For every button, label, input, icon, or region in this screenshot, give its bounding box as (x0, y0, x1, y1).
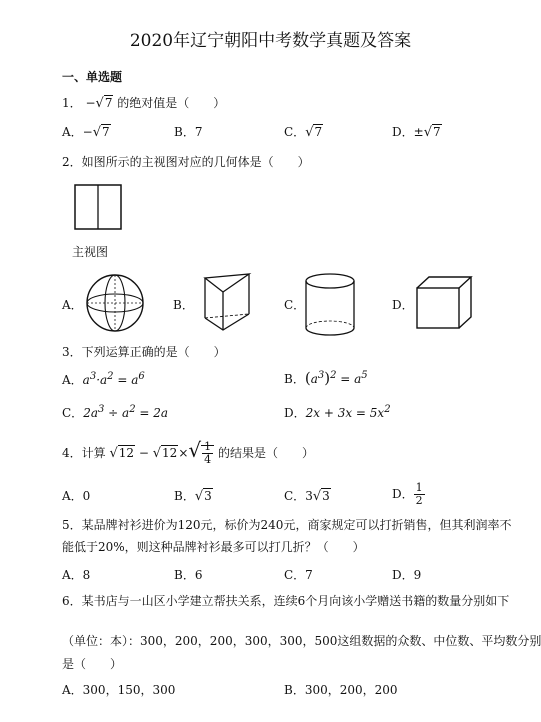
q4-expression: √12 − √12×√ $\frac{1}{4}$ (109, 446, 214, 460)
q3-option-d[interactable]: D．$2x + 3x = 5x^2$ (284, 404, 391, 420)
question-5-line-1: 5．某品牌衬衫进价为120元，标价为240元，商家规定可以打折销售，但其利润率不 (62, 518, 512, 532)
q1-option-c[interactable]: C．√7 (284, 125, 323, 140)
q3-option-b[interactable]: B．$(a^3)^2 = a^5$ (284, 369, 368, 387)
cylinder-figure[interactable] (303, 272, 357, 338)
q5-option-c[interactable]: C．7 (284, 568, 313, 582)
q5-option-a[interactable]: A．8 (62, 568, 91, 582)
q6-option-a[interactable]: A．300，150，300 (62, 683, 176, 697)
question-6-line-1: 6．某书店与一山区小学建立帮扶关系，连续6个月向该小学赠送书籍的数量分别如下 (62, 594, 510, 608)
q1-option-b[interactable]: B．7 (174, 125, 203, 139)
sphere-figure[interactable] (84, 272, 146, 334)
cube-figure[interactable] (414, 274, 474, 332)
q3-option-a[interactable]: A．$a^3\cdot a^2 = a^6$ (62, 371, 145, 387)
q4-stem-post: 的结果是（ ） (217, 446, 314, 460)
question-4 (62, 438, 314, 466)
q1-stem-text: 的绝对值是（ ） (117, 96, 226, 110)
q5-option-b[interactable]: B．6 (174, 568, 203, 582)
q4-option-a[interactable]: A．0 (62, 489, 91, 503)
q2-option-a-label[interactable]: A． (62, 298, 83, 312)
main-view-figure (74, 184, 124, 230)
page-title: 2020年辽宁朝阳中考数学真题及答案 (129, 31, 412, 51)
question-6-line-3: 是（ ） (62, 657, 123, 671)
q2-option-d-label[interactable]: D． (392, 298, 414, 312)
q4-option-b[interactable]: B．√3 (174, 489, 212, 504)
q4-option-d[interactable]: D． $\frac{1}{2}$ (392, 481, 423, 507)
question-2: 2．如图所示的主视图对应的几何体是（ ） (62, 155, 310, 169)
main-view-label: 主视图 (72, 245, 109, 259)
q3-option-c[interactable]: C．$2a^3 \div a^2 = 2a$ (62, 404, 169, 420)
q2-option-c-label[interactable]: C． (284, 298, 306, 312)
q2-option-b-label[interactable]: B． (173, 298, 194, 312)
q1-number: 1． (62, 96, 82, 110)
question-3: 3．下列运算正确的是（ ） (62, 345, 226, 359)
question-6-line-2: （单位：本）：300，200，200，300，300，500这组数据的众数、中位数、平均数分别 (62, 634, 541, 648)
section-heading: 一、单选题 (62, 70, 123, 84)
q6-option-b[interactable]: B．300，200，200 (284, 683, 398, 697)
q4-option-c[interactable]: C．3√3 (284, 489, 330, 504)
q5-option-d[interactable]: D．9 (392, 568, 422, 582)
question-5-line-2: 能低于20%，则这种品牌衬衫最多可以打几折？（ ） (62, 540, 365, 554)
q1-option-d[interactable]: D．±√7 (392, 125, 441, 140)
triangular-prism-figure[interactable] (193, 270, 255, 334)
question-1 (62, 94, 225, 111)
q4-stem-pre: 4．计算 (62, 446, 106, 460)
q1-expression: −√7 (85, 96, 113, 111)
q1-option-a[interactable]: A．−√7 (62, 125, 110, 140)
